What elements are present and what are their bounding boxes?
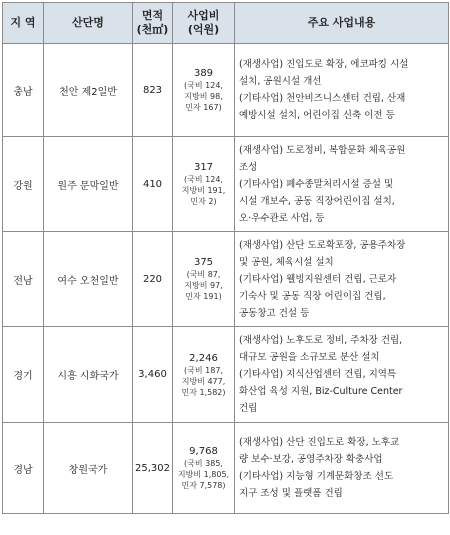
cost-total: 9,768 — [189, 446, 218, 457]
area-cell: 220 — [133, 232, 173, 327]
content-cell — [235, 232, 449, 327]
cost-breakdown-national: (국비 187, — [184, 365, 223, 375]
content-line: 및 공원, 체육시설 설치 — [239, 256, 334, 268]
cost-breakdown-private: 민자 2) — [190, 197, 217, 206]
header-area-line1: 면적 — [141, 9, 164, 22]
cost-breakdown-national: (국비 124, — [184, 175, 223, 184]
table-row — [3, 137, 449, 232]
area-cell: 25,302 — [133, 423, 173, 514]
region-cell: 충남 — [3, 44, 44, 137]
content-line: 건립 — [239, 403, 258, 414]
cost-breakdown-local: 지방비 1,805, — [177, 470, 230, 479]
table-row — [3, 44, 449, 137]
content-cell — [235, 327, 449, 423]
cost-breakdown-national: (국비 124, — [184, 81, 223, 90]
content-line: 오·우수관로 사업, 등 — [239, 212, 325, 224]
region-cell: 경남 — [3, 423, 44, 514]
content-cell — [235, 137, 449, 232]
cost-total: 389 — [193, 68, 214, 79]
content-line: (기타사업) 폐수종말처리시설 증설 및 — [239, 178, 394, 190]
content-line: (재생사업) 도로정비, 복합문화 체육공원 — [239, 144, 406, 156]
area-cell: 3,460 — [133, 327, 173, 423]
content-line: 화산업 육성 지원, Biz-Culture Center — [239, 386, 403, 397]
content-line: (재생사업) 노후도로 정비, 주차장 건립, — [239, 335, 403, 346]
cost-breakdown-national: (국비 87, — [186, 270, 221, 279]
area-cell: 410 — [133, 137, 173, 232]
cost-breakdown-local: 지방비 97, — [184, 281, 223, 290]
region-cell: 경기 — [3, 327, 44, 423]
area-cell: 823 — [133, 44, 173, 137]
header-cost-line2: (억원) — [187, 23, 220, 36]
content-line: (기타사업) 지능형 기계문화창조 선도 — [239, 471, 394, 482]
content-line: 예방시설 설치, 어린이집 신축 이전 등 — [239, 110, 395, 121]
content-line: 량 보수·보강, 공영주차장 확충사업 — [239, 454, 383, 465]
cost-cell — [173, 423, 235, 514]
header-cost — [173, 3, 235, 44]
cost-breakdown-national: (국비 385, — [184, 459, 223, 468]
cost-cell — [173, 327, 235, 423]
content-line: (재생사업) 산단 도로확포장, 공용주차장 — [239, 239, 406, 251]
complex-cell: 천안 제2일반 — [44, 44, 133, 137]
content-line: (기타사업) 천안비즈니스센터 건립, 산재 — [239, 93, 406, 104]
cost-cell — [173, 137, 235, 232]
complex-cell: 창원국가 — [44, 423, 133, 514]
table-row — [3, 423, 449, 514]
content-line: 기숙사 및 공동 직장 어린이집 건립, — [239, 290, 386, 302]
complex-cell: 여수 오천일반 — [44, 232, 133, 327]
cost-cell — [173, 232, 235, 327]
region-cell: 전남 — [3, 232, 44, 327]
table-body — [3, 44, 449, 514]
cost-total: 375 — [193, 257, 214, 268]
table-row — [3, 232, 449, 327]
header-content: 주요 사업내용 — [235, 3, 449, 44]
header-region: 지 역 — [3, 3, 44, 44]
content-cell — [235, 423, 449, 514]
cost-total: 2,246 — [189, 352, 218, 364]
complex-cell: 시흥 시화국가 — [44, 327, 133, 423]
content-line: (재생사업) 진입도로 확장, 에코파킹 시설 — [239, 59, 409, 70]
cost-breakdown-private: 민자 191) — [185, 292, 222, 301]
header-cost-line1: 사업비 — [187, 9, 220, 22]
cost-breakdown-private: 민자 1,582) — [181, 387, 226, 397]
cost-breakdown-private: 민자 167) — [185, 103, 222, 112]
cost-total: 317 — [193, 162, 214, 173]
content-line: (기타사업) 지식산업센터 건립, 지역특 — [239, 369, 397, 380]
table-row — [3, 327, 449, 423]
content-line: 시설 개보수, 공동 직장어린이집 설치, — [239, 195, 395, 207]
content-line: 조성 — [239, 161, 258, 173]
content-line: 공동창고 건설 등 — [239, 307, 310, 319]
cost-breakdown-private: 민자 7,578) — [181, 481, 226, 490]
content-line: 지구 조성 및 플랫폼 건립 — [239, 488, 343, 499]
cost-cell — [173, 44, 235, 137]
cost-breakdown-local: 지방비 98, — [184, 92, 223, 101]
header-area-line2: (천㎡) — [136, 23, 169, 36]
cost-breakdown-local: 지방비 477, — [181, 376, 226, 386]
header-row — [3, 3, 449, 44]
content-line: 설치, 공원시설 개선 — [239, 76, 322, 87]
content-line: (재생사업) 산단 진입도로 확장, 노후교 — [239, 437, 400, 448]
content-line: (기타사업) 웰빙지원센터 건립, 근로자 — [239, 273, 397, 285]
cost-breakdown-local: 지방비 191, — [181, 186, 226, 195]
region-cell: 강원 — [3, 137, 44, 232]
content-cell — [235, 44, 449, 137]
header-complex: 산단명 — [44, 3, 133, 44]
table-header — [3, 3, 449, 44]
complex-cell: 원주 문막일반 — [44, 137, 133, 232]
industrial-complex-table — [2, 2, 449, 514]
header-area — [133, 3, 173, 44]
content-line: 대규모 공원을 소규모로 분산 설치 — [239, 352, 380, 363]
